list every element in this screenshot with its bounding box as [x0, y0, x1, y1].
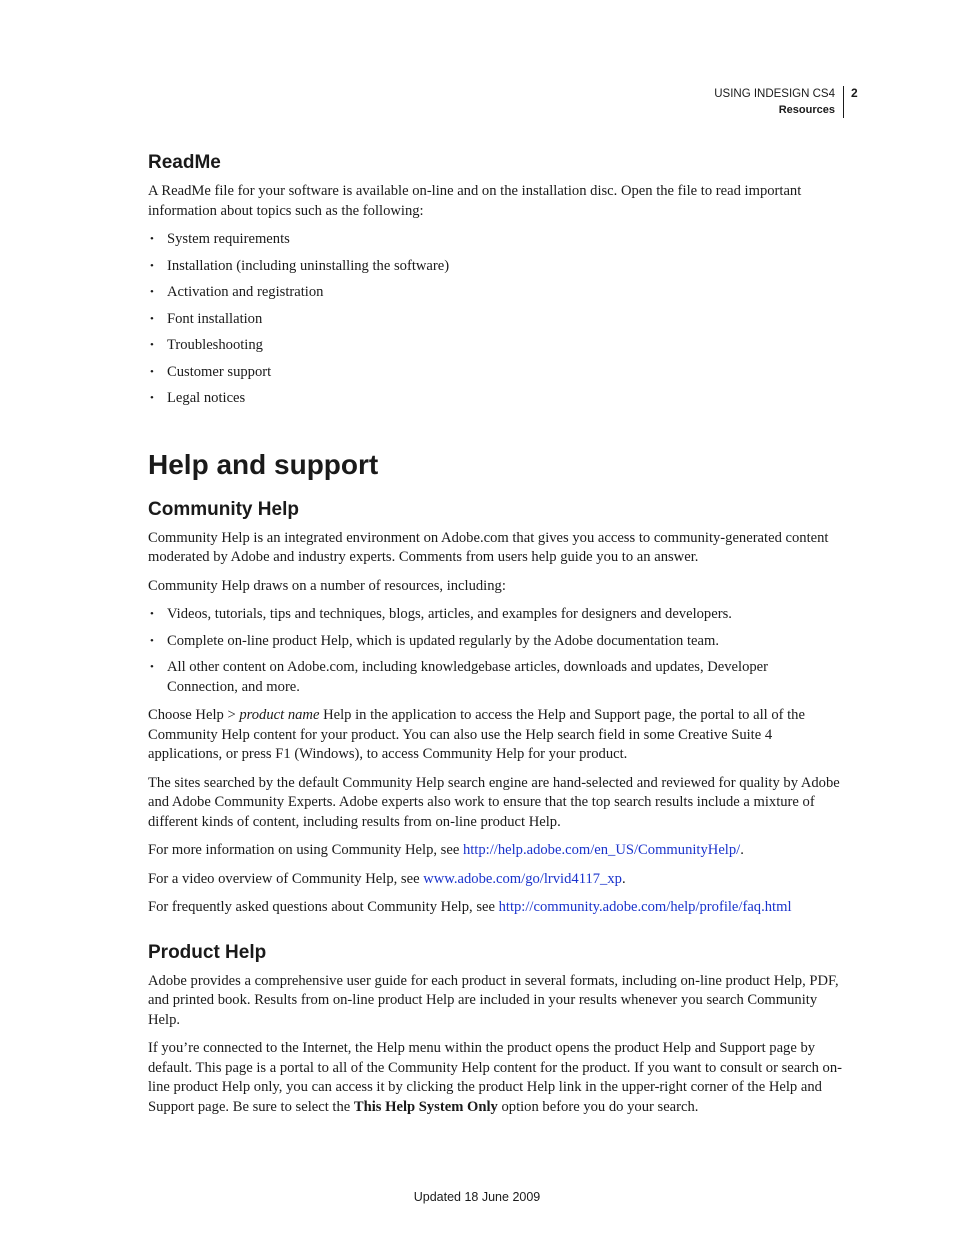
community-p4: The sites searched by the default Community Help search engine are hand-selected and reviewed for quality by Adobe and Adobe Community Experts. Adobe experts also work to ensure that the top search results include a mixture of different kinds of content, including results from on-line product Help.	[148, 774, 840, 830]
footer-updated: Updated 18 June 2009	[413, 1190, 541, 1204]
community-list	[148, 605, 842, 697]
readme-list	[148, 230, 842, 409]
community-help-link[interactable]: http://help.adobe.com/en_US/CommunityHelp/	[462, 842, 741, 858]
list-item: • Activation and registration	[148, 283, 842, 303]
community-p5: For more information on using Community Help, see http://help.adobe.com/en_US/CommunityHelp/.	[148, 842, 744, 858]
product-p1: Adobe provides a comprehensive user guide for each product in several formats, including on-line product Help, PDF, and printed book. Results from on-line product Help are included in your results whenever you search Community Help.	[148, 972, 839, 1028]
community-p1: Community Help is an integrated environment on Adobe.com that gives you access to community-generated content moderated by Adobe and industry experts. Comments from users help guide you to an answer.	[148, 529, 829, 565]
video-overview-link[interactable]: www.adobe.com/go/lrvid4117_xp	[423, 870, 622, 887]
list-item: • Font installation	[148, 310, 842, 330]
faq-link[interactable]: http://community.adobe.com/help/profile/faq.html	[498, 899, 792, 915]
help-system-only-bold: This Help System Only	[353, 1098, 498, 1115]
product-name-italic: product name	[239, 707, 320, 723]
header-title: USING INDESIGN CS4	[714, 88, 835, 100]
product-help-section	[148, 940, 842, 1118]
readme-intro: A ReadMe file for your software is available on-line and on the installation disc. Open the file to read important information about topics such as the following:	[148, 183, 802, 219]
header-section: Resources	[778, 104, 835, 116]
list-item: • Legal notices	[148, 389, 842, 409]
help-support-heading: Help and support	[148, 448, 379, 480]
list-item: • Installation (including uninstalling the software)	[148, 257, 842, 277]
list-item: • Complete on-line product Help, which is updated regularly by the Adobe documentation team.	[148, 632, 842, 652]
community-p6: For a video overview of Community Help, see www.adobe.com/go/lrvid4117_xp.	[148, 870, 626, 887]
list-item: • System requirements	[148, 230, 842, 250]
community-p3: Choose Help > product name Help in the application to access the Help and Support page, the portal to all of the Community Help content for your product. You can also use the Help search field in some Creative Suite 4 applications, or press F1 (Windows), to access Community Help for your product.	[148, 707, 805, 762]
list-item: • All other content on Adobe.com, including knowledgebase articles, downloads and updates, Developer Connection, and more.	[148, 658, 842, 697]
page-content	[148, 150, 842, 1126]
community-help-section	[148, 497, 842, 918]
product-help-heading: Product Help	[148, 941, 267, 963]
readme-section	[148, 150, 842, 409]
list-item: • Troubleshooting	[148, 336, 842, 356]
list-item: • Customer support	[148, 363, 842, 383]
page-number: 2	[851, 86, 858, 100]
community-help-heading: Community Help	[148, 498, 299, 520]
running-header	[714, 86, 844, 118]
product-p2: If you’re connected to the Internet, the Help menu within the product opens the product Help and Support page by default. This page is a portal to all of the Community Help content for the product. If you want to consult or search on-line product Help only, you can access it by clicking the product Help link in the upper-right corner of the Help and Support page. Be sure to select the This Help System Only option before you do your search.	[148, 1040, 842, 1115]
list-item: • Videos, tutorials, tips and techniques, blogs, articles, and examples for designers and developers.	[148, 605, 842, 625]
community-p2: Community Help draws on a number of resources, including:	[148, 577, 506, 594]
readme-heading: ReadMe	[148, 152, 221, 173]
community-p7: For frequently asked questions about Community Help, see http://community.adobe.com/help/profile/faq.html	[148, 899, 792, 915]
